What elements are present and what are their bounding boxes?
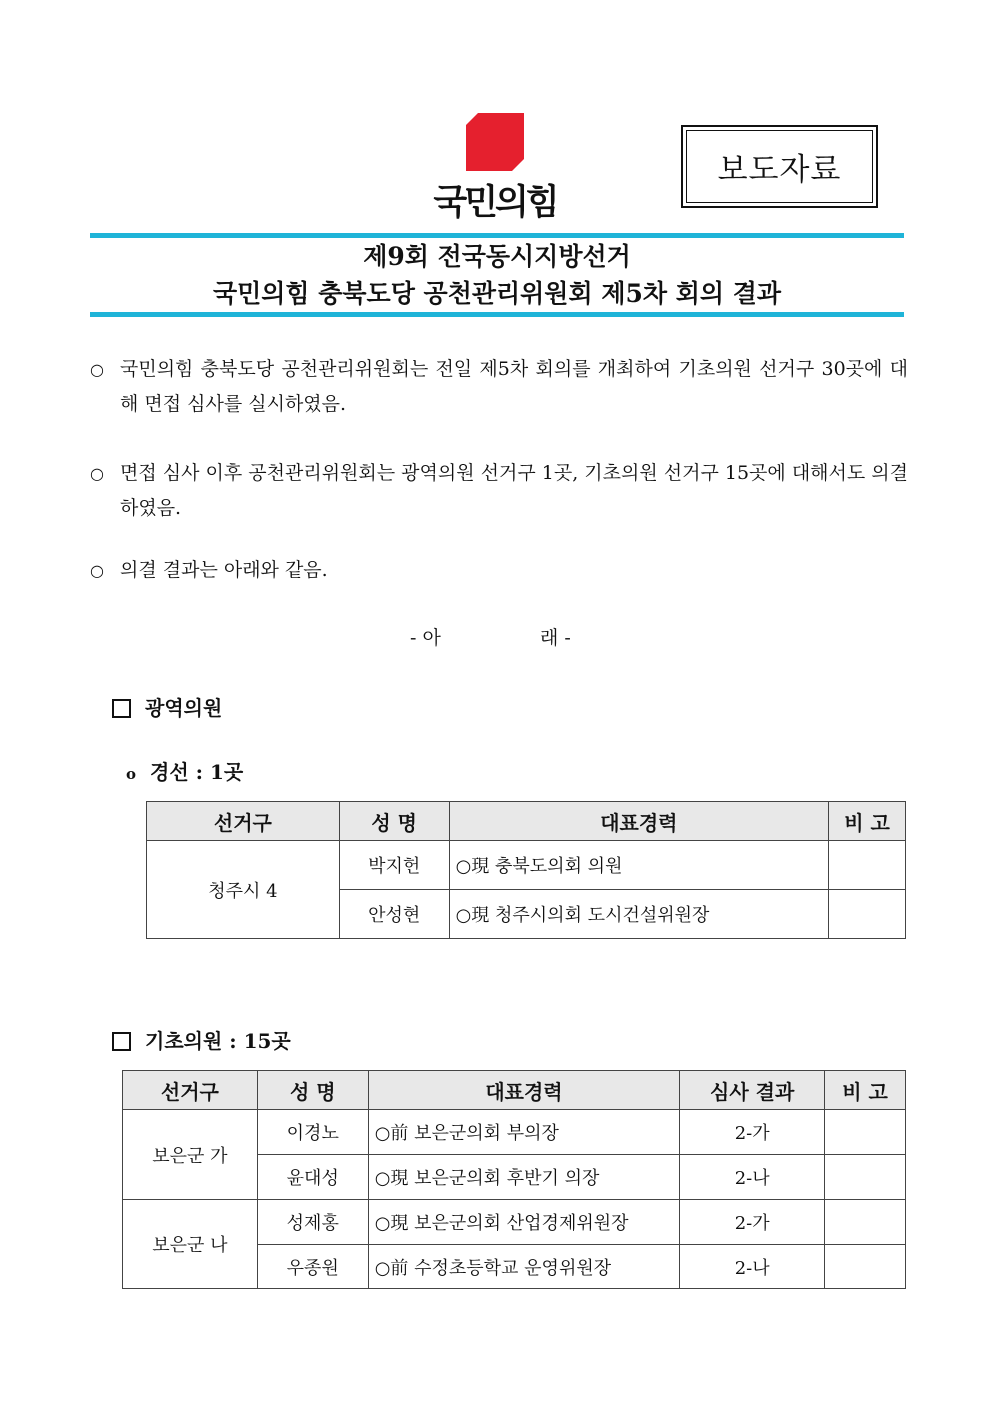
note-cell [825, 1245, 906, 1289]
table-row [147, 841, 906, 890]
column-header: 심사 결과 [680, 1071, 825, 1110]
column-header: 비 고 [825, 1071, 906, 1110]
sub-heading-text: 경선 : 1곳 [150, 760, 244, 784]
table-row [123, 1110, 906, 1155]
bullet-circle: o [126, 765, 137, 783]
paragraph-text: 면접 심사 이후 공천관리위원회는 광역의원 선거구 1곳, 기초의원 선거구 15곳에 대해서도 의결하였음. [120, 462, 908, 519]
name-cell: 우종원 [257, 1245, 368, 1289]
regional-council-table [146, 801, 906, 939]
title-rule-top [90, 233, 904, 238]
press-release-badge [681, 125, 878, 208]
column-header: 비 고 [829, 802, 906, 841]
name-cell: 이경노 [257, 1110, 368, 1155]
name-cell: 안성현 [339, 890, 449, 939]
column-header: 성 명 [257, 1071, 368, 1110]
bullet-circle: ○ [90, 360, 104, 379]
notice-left: - 아 [410, 627, 441, 649]
notice-right: 래 - [540, 627, 571, 649]
column-header: 성 명 [339, 802, 449, 841]
table-header-row [123, 1071, 906, 1110]
column-header: 선거구 [147, 802, 340, 841]
column-header: 선거구 [123, 1071, 258, 1110]
press-release-label: 보도자료 [686, 130, 873, 203]
result-cell: 2-나 [680, 1245, 825, 1289]
paragraph-text: 국민의힘 충북도당 공천관리위원회는 전일 제5차 회의를 개최하여 기초의원 선거구 30곳에 대해 면접 심사를 실시하였음. [120, 358, 908, 415]
district-cell: 청주시 4 [147, 841, 340, 939]
name-cell: 박지헌 [339, 841, 449, 890]
paragraph-text: 의결 결과는 아래와 같음. [120, 559, 328, 581]
career-cell: ○前 보은군의회 부의장 [368, 1110, 680, 1155]
paragraph-1 [90, 352, 908, 422]
note-cell [825, 1110, 906, 1155]
result-cell: 2-나 [680, 1155, 825, 1200]
checkbox-square-icon [112, 699, 131, 718]
column-header: 대표경력 [368, 1071, 680, 1110]
career-cell: ○現 충북도의회 의원 [449, 841, 828, 890]
title-rule-bottom [90, 312, 904, 317]
result-cell: 2-가 [680, 1110, 825, 1155]
note-cell [829, 890, 906, 939]
note-cell [825, 1155, 906, 1200]
column-header: 대표경력 [449, 802, 828, 841]
career-cell: ○前 수정초등학교 운영위원장 [368, 1245, 680, 1289]
paragraph-2 [90, 456, 908, 526]
name-cell: 윤대성 [257, 1155, 368, 1200]
sub-heading-primary [126, 758, 243, 788]
career-cell: ○現 보은군의회 후반기 의장 [368, 1155, 680, 1200]
document-title-line1: 제9회 전국동시지방선거 [363, 242, 631, 271]
bullet-circle: ○ [90, 561, 104, 580]
name-cell: 성제홍 [257, 1200, 368, 1245]
section-heading-regional [112, 694, 222, 722]
paragraph-3 [90, 553, 908, 588]
result-cell: 2-가 [680, 1200, 825, 1245]
district-cell: 보은군 가 [123, 1110, 258, 1200]
section-title: 기초의원 : 15곳 [145, 1029, 291, 1053]
section-heading-basic [112, 1027, 291, 1055]
note-cell [825, 1200, 906, 1245]
career-cell: ○現 보은군의회 산업경제위원장 [368, 1200, 680, 1245]
district-cell: 보은군 나 [123, 1200, 258, 1289]
career-cell: ○現 청주시의회 도시건설위원장 [449, 890, 828, 939]
document-title-line2: 국민의힘 충북도당 공천관리위원회 제5차 회의 결과 [212, 279, 782, 308]
bullet-circle: ○ [90, 464, 104, 483]
party-logo-text: 국민의힘 [433, 183, 557, 223]
basic-council-table [122, 1070, 906, 1289]
checkbox-square-icon [112, 1032, 131, 1051]
table-header-row [147, 802, 906, 841]
section-title: 광역의원 [145, 696, 223, 720]
party-logo-icon [466, 113, 524, 171]
table-row [123, 1200, 906, 1245]
note-cell [829, 841, 906, 890]
